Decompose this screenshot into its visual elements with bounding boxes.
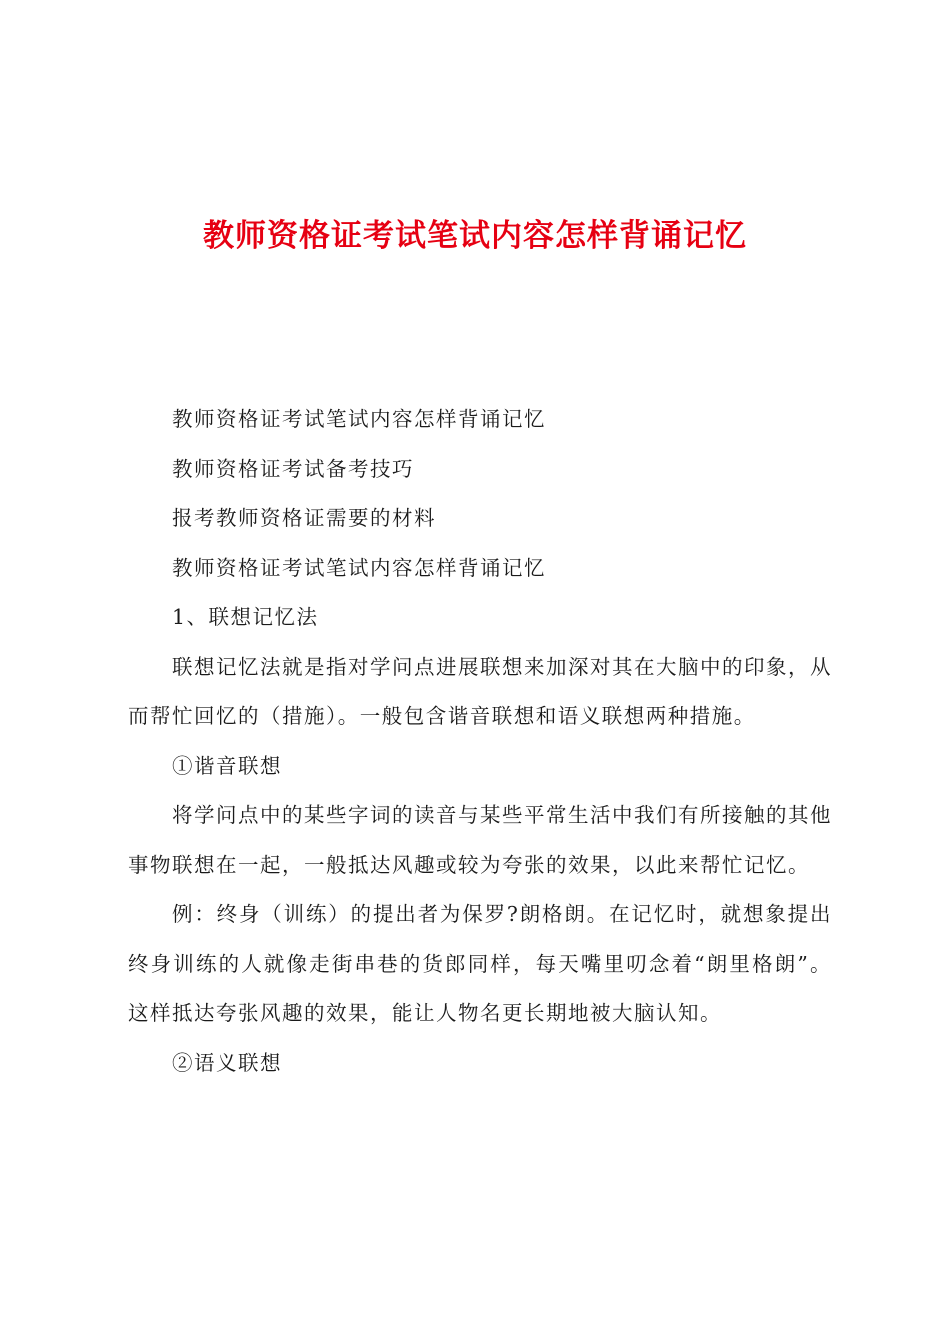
paragraph: 联想记忆法就是指对学问点进展联想来加深对其在大脑中的印象，从而帮忙回忆的（措施）。一般包含谐音联想和语义联想两种措施。 [128, 654, 832, 728]
paragraph: 将学问点中的某些字词的读音与某些平常生活中我们有所接触的其他事物联想在一起，一般抵达风趣或较为夸张的效果，以此来帮忙记忆。 [128, 803, 832, 877]
document-title: 教师资格证考试笔试内容怎样背诵记忆 [203, 218, 747, 254]
section-heading: 教师资格证考试笔试内容怎样背诵记忆 [172, 555, 546, 580]
link-item[interactable]: 教师资格证考试备考技巧 [172, 456, 414, 481]
list-item: ②语义联想 [172, 1050, 282, 1075]
subsection-heading: 1、联想记忆法 [172, 605, 319, 629]
link-item[interactable]: 教师资格证考试笔试内容怎样背诵记忆 [172, 407, 546, 431]
link-item[interactable]: 报考教师资格证需要的材料 [172, 506, 436, 530]
paragraph: 例：终身（训练）的提出者为保罗?朗格朗。在记忆时，就想象提出终身训练的人就像走街串巷的货郎同样，每天嘴里叨念着“朗里格朗”。这样抵达夸张风趣的效果，能让人物名更长期地被大脑认知。 [128, 902, 832, 1025]
list-item: ①谐音联想 [172, 753, 282, 778]
document-body [128, 395, 832, 1088]
